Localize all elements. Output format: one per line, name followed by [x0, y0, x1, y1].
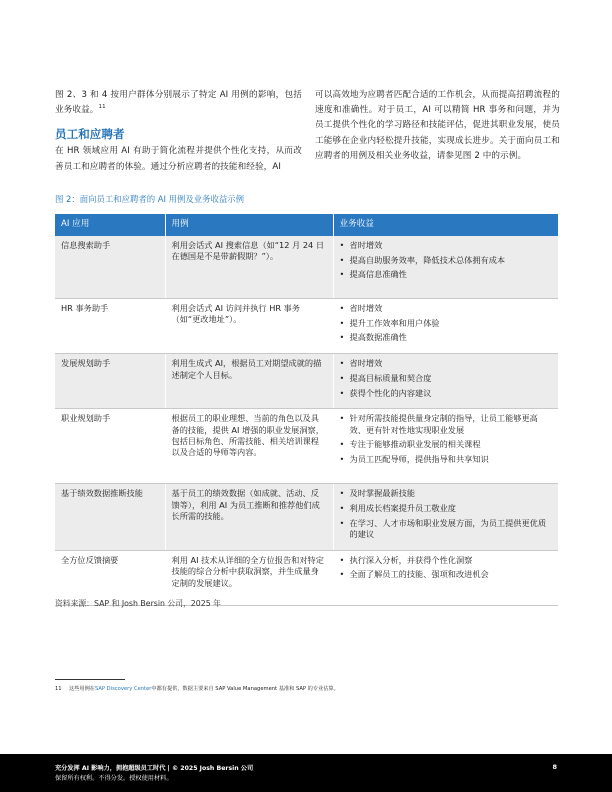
table-header-row: [55, 214, 558, 236]
footnote: [55, 685, 375, 693]
cell-usecase: 根据员工的职业理想、当前的角色以及具备的技能，提供 AI 增强的职业发展洞察，包括目标角色、所需技能、相关培训课程以及合适的导师等内容。: [165, 409, 333, 484]
cell-app: 信息搜索助手: [55, 236, 165, 299]
benefit-item: • 在学习、人才市场和职业发展方面，为员工提供更优质的建议: [340, 518, 553, 541]
footnote-ref[interactable]: 11: [98, 104, 106, 111]
benefit-item: • 省时增效: [340, 303, 553, 314]
benefit-item: • 省时增效: [340, 358, 553, 369]
footnote-number: 11: [55, 686, 62, 692]
benefit-item: • 提高目标质量和契合度: [340, 373, 553, 384]
page-number: 8: [552, 763, 557, 771]
right-column: [315, 88, 560, 164]
footer-rights: 保留所有权利。不得分发。授权使用材料。: [55, 775, 173, 782]
use-case-table: [55, 214, 558, 606]
footnote-text: 中都有提供，数据主要来自 SAP Value Management 基准和 SAP 的专业估算。: [151, 686, 339, 692]
table-row: [55, 354, 558, 409]
benefit-item: • 执行深入分析，并获得个性化洞察: [340, 555, 553, 566]
cell-benefits: [333, 354, 558, 409]
cell-usecase: 利用会话式 AI 搜索信息（如“12 月 24 日在德国是不是带薪假期？”）。: [165, 236, 333, 299]
table-row: [55, 409, 558, 484]
section-heading: 员工和应聘者: [55, 127, 125, 142]
cell-app: 基于绩效数据推断技能: [55, 484, 165, 551]
body-paragraph-right: 可以高效地为应聘者匹配合适的工作机会，从而提高招聘流程的速度和准确性。对于员工，AI 可以精简 HR 事务和问题，并为员工提供个性化的学习路径和技能评估，促进其职业发展，使员工能够在企业内轻松提升技能，实现成长进步。关于面向员工和应聘者的用例及相关业务收益，请参见图 2 中的示例。: [315, 90, 560, 161]
benefit-item: • 专注于能够推动职业发展的相关课程: [340, 439, 553, 450]
cell-app: HR 事务助手: [55, 299, 165, 354]
header-use-case: 用例: [165, 214, 333, 236]
left-column: [55, 88, 302, 175]
header-benefits: 业务收益: [333, 214, 558, 236]
benefit-item: • 为员工匹配导师，提供指导和共享知识: [340, 454, 553, 465]
cell-app: 全方位反馈摘要: [55, 550, 165, 605]
table-row: [55, 236, 558, 299]
footnote-text: 这些用例在: [69, 686, 95, 692]
benefit-item: • 提升工作效率和用户体验: [340, 318, 553, 329]
footnote-divider: [55, 679, 125, 680]
footer-title: 充分发挥 AI 影响力，拥抱超级员工时代 | © 2025 Josh Bersin 公司: [55, 765, 254, 772]
benefit-item: • 及时掌握最新技能: [340, 488, 553, 499]
table-row: [55, 550, 558, 605]
page-footer: [0, 754, 612, 792]
cell-benefits: [333, 236, 558, 299]
intro-paragraph: 图 2、3 和 4 按用户群体分别展示了特定 AI 用例的影响，包括业务收益。$^{11}$: [55, 90, 302, 116]
source-note: 资料来源：SAP 和 Josh Bersin 公司，2025 年: [55, 599, 221, 608]
cell-app: 发展规划助手: [55, 354, 165, 409]
benefit-item: • 提高自助服务效率，降低技术总体拥有成本: [340, 255, 553, 266]
benefit-item: • 利用成长档案提升员工敬业度: [340, 503, 553, 514]
cell-benefits: [333, 409, 558, 484]
body-paragraph-left: 在 HR 领域应用 AI 有助于简化流程并提供个性化支持，从而改善员工和应聘者的体验。通过分析应聘者的技能和经验，AI: [55, 146, 302, 172]
benefit-item: • 省时增效: [340, 240, 553, 251]
table-row: [55, 299, 558, 354]
cell-app: 职业规划助手: [55, 409, 165, 484]
benefit-item: • 针对所需技能提供量身定制的指导，让员工能够更高效、更有针对性地实现职业发展: [340, 413, 553, 436]
header-ai-app: AI 应用: [55, 214, 165, 236]
cell-usecase: 利用 AI 技术从详细的全方位报告和对特定技能的综合分析中获取洞察，并生成量身定制的发展建议。: [165, 550, 333, 605]
table-row: [55, 484, 558, 551]
cell-benefits: [333, 550, 558, 605]
benefit-item: • 提高信息准确性: [340, 269, 553, 280]
benefit-item: • 提高数据准确性: [340, 332, 553, 343]
benefit-item: • 全面了解员工的技能、强项和改进机会: [340, 569, 553, 580]
cell-usecase: 利用会话式 AI 访问并执行 HR 事务（如“更改地址”）。: [165, 299, 333, 354]
benefit-item: • 获得个性化的内容建议: [340, 388, 553, 399]
cell-benefits: [333, 299, 558, 354]
cell-usecase: 利用生成式 AI，根据员工对期望成就的描述制定个人目标。: [165, 354, 333, 409]
discovery-center-link[interactable]: SAP Discovery Center: [94, 686, 152, 692]
cell-benefits: [333, 484, 558, 551]
cell-usecase: 基于员工的绩效数据（如成就、活动、反馈等），利用 AI 为员工推断和推荐他们成长所需的技能。: [165, 484, 333, 551]
figure-title: 图 2：面向员工和应聘者的 AI 用例及业务收益示例: [55, 194, 245, 204]
